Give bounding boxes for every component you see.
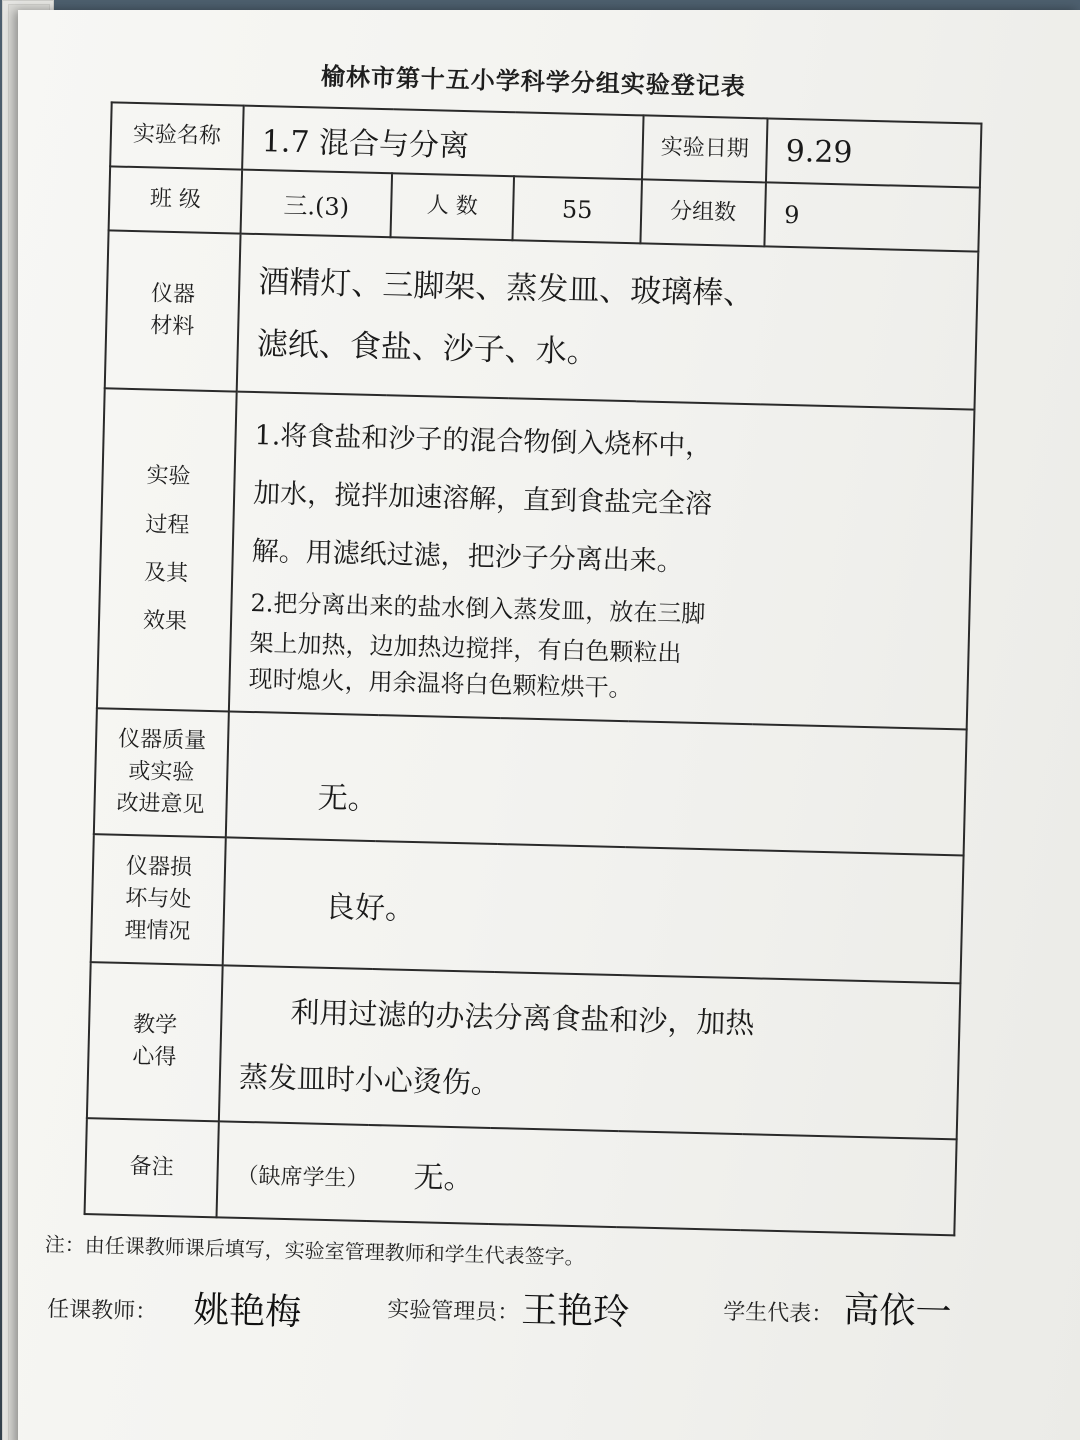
- process-line: 2.把分离出来的盐水倒入蒸发皿，放在三脚: [250, 588, 706, 629]
- teaching-label: [87, 962, 223, 1121]
- damage-label-line: 坏与处: [124, 886, 192, 913]
- damage-cell: [223, 837, 964, 983]
- teaching-line: 蒸发皿时小心烫伤。: [238, 1059, 501, 1101]
- groups-value: 9: [783, 200, 800, 230]
- teacher-signature: 姚艳梅: [192, 1289, 302, 1334]
- improve-label-line: 或实验: [128, 759, 195, 786]
- experiment-name-label: 实验名称: [110, 102, 244, 169]
- admin-label: 实验管理员：: [386, 1297, 520, 1326]
- process-line: 1.将食盐和沙子的混合物倒入烧杯中，: [254, 419, 713, 463]
- groups-label: 分组数: [640, 179, 766, 246]
- student-signature: 高依一: [842, 1289, 952, 1334]
- remarks-cell: [217, 1121, 957, 1235]
- experiment-table: [84, 101, 983, 1236]
- class-value: 三.(3): [283, 191, 350, 221]
- registration-form-sheet: [18, 10, 1080, 1440]
- materials-cell: [237, 234, 979, 410]
- row-materials: [105, 230, 979, 409]
- row-damage: [91, 834, 964, 983]
- experiment-date-value: 9.29: [785, 133, 853, 171]
- count-label: 人 数: [391, 173, 515, 240]
- footer-note: 注：由任课教师课后填写，实验室管理教师和学生代表签字。: [44, 1232, 585, 1270]
- row-improvement: [94, 708, 967, 855]
- improve-label-line: 仪器质量: [117, 726, 207, 755]
- materials-label: [105, 230, 241, 391]
- process-label-line: 效果: [142, 608, 188, 635]
- experiment-date-label: 实验日期: [642, 115, 768, 182]
- process-cell: [229, 392, 975, 730]
- materials-label-line: 材料: [149, 313, 195, 340]
- damage-label: [91, 834, 226, 965]
- improve-cell: [226, 711, 967, 855]
- count-cell: [512, 176, 642, 243]
- teaching-line: 利用过滤的办法分离食盐和沙，加热: [290, 995, 755, 1041]
- class-cell: [241, 170, 393, 238]
- process-line: 加水，搅拌加速溶解，直到食盐完全溶: [252, 477, 713, 521]
- teaching-label-line: 教学: [132, 1012, 178, 1039]
- improve-label: [94, 708, 229, 837]
- teaching-cell: [219, 965, 961, 1139]
- damage-label-line: 理情况: [124, 917, 191, 945]
- process-label-line: 过程: [145, 511, 190, 539]
- admin-signature: 王艳玲: [520, 1289, 630, 1334]
- experiment-name-value: 1.7 混合与分离: [261, 124, 470, 165]
- materials-label-line: 仪器: [150, 281, 196, 308]
- improve-label-line: 改进意见: [116, 790, 205, 818]
- experiment-name-cell: [242, 106, 643, 180]
- class-label: 班 级: [109, 166, 243, 233]
- student-label: 学生代表：: [723, 1299, 834, 1328]
- materials-line: 滤纸、食盐、沙子、水。: [256, 326, 599, 371]
- row-process: [97, 388, 975, 729]
- form-title: 榆林市第十五小学科学分组实验登记表: [320, 62, 747, 101]
- remarks-prefix: （缺席学生）: [236, 1163, 369, 1192]
- materials-line: 酒精灯、三脚架、蒸发皿、玻璃棒、: [257, 264, 755, 313]
- remarks-label: 备注: [85, 1118, 219, 1217]
- count-value: 55: [561, 195, 593, 225]
- teaching-label-line: 心得: [132, 1044, 177, 1071]
- groups-cell: [764, 182, 979, 251]
- row-remarks: [85, 1118, 957, 1235]
- process-label-line: 及其: [143, 560, 189, 587]
- improve-value: 无。: [317, 780, 379, 818]
- signature-row: [47, 1270, 1028, 1354]
- teacher-label: 任课教师：: [46, 1297, 158, 1325]
- damage-value: 良好。: [324, 889, 416, 928]
- process-label-line: 实验: [146, 463, 191, 490]
- remarks-value: 无。: [413, 1159, 475, 1197]
- process-line: 现时熄火，用余温将白色颗粒烘干。: [248, 664, 633, 703]
- experiment-date-cell: [766, 118, 981, 187]
- process-label: [97, 388, 237, 711]
- row-teaching: [87, 962, 961, 1139]
- damage-label-line: 仪器损: [125, 854, 193, 881]
- process-line: 架上加热，边加热边搅拌，有白色颗粒出: [249, 628, 682, 668]
- process-line: 解。用滤纸过滤，把沙子分离出来。: [251, 535, 685, 578]
